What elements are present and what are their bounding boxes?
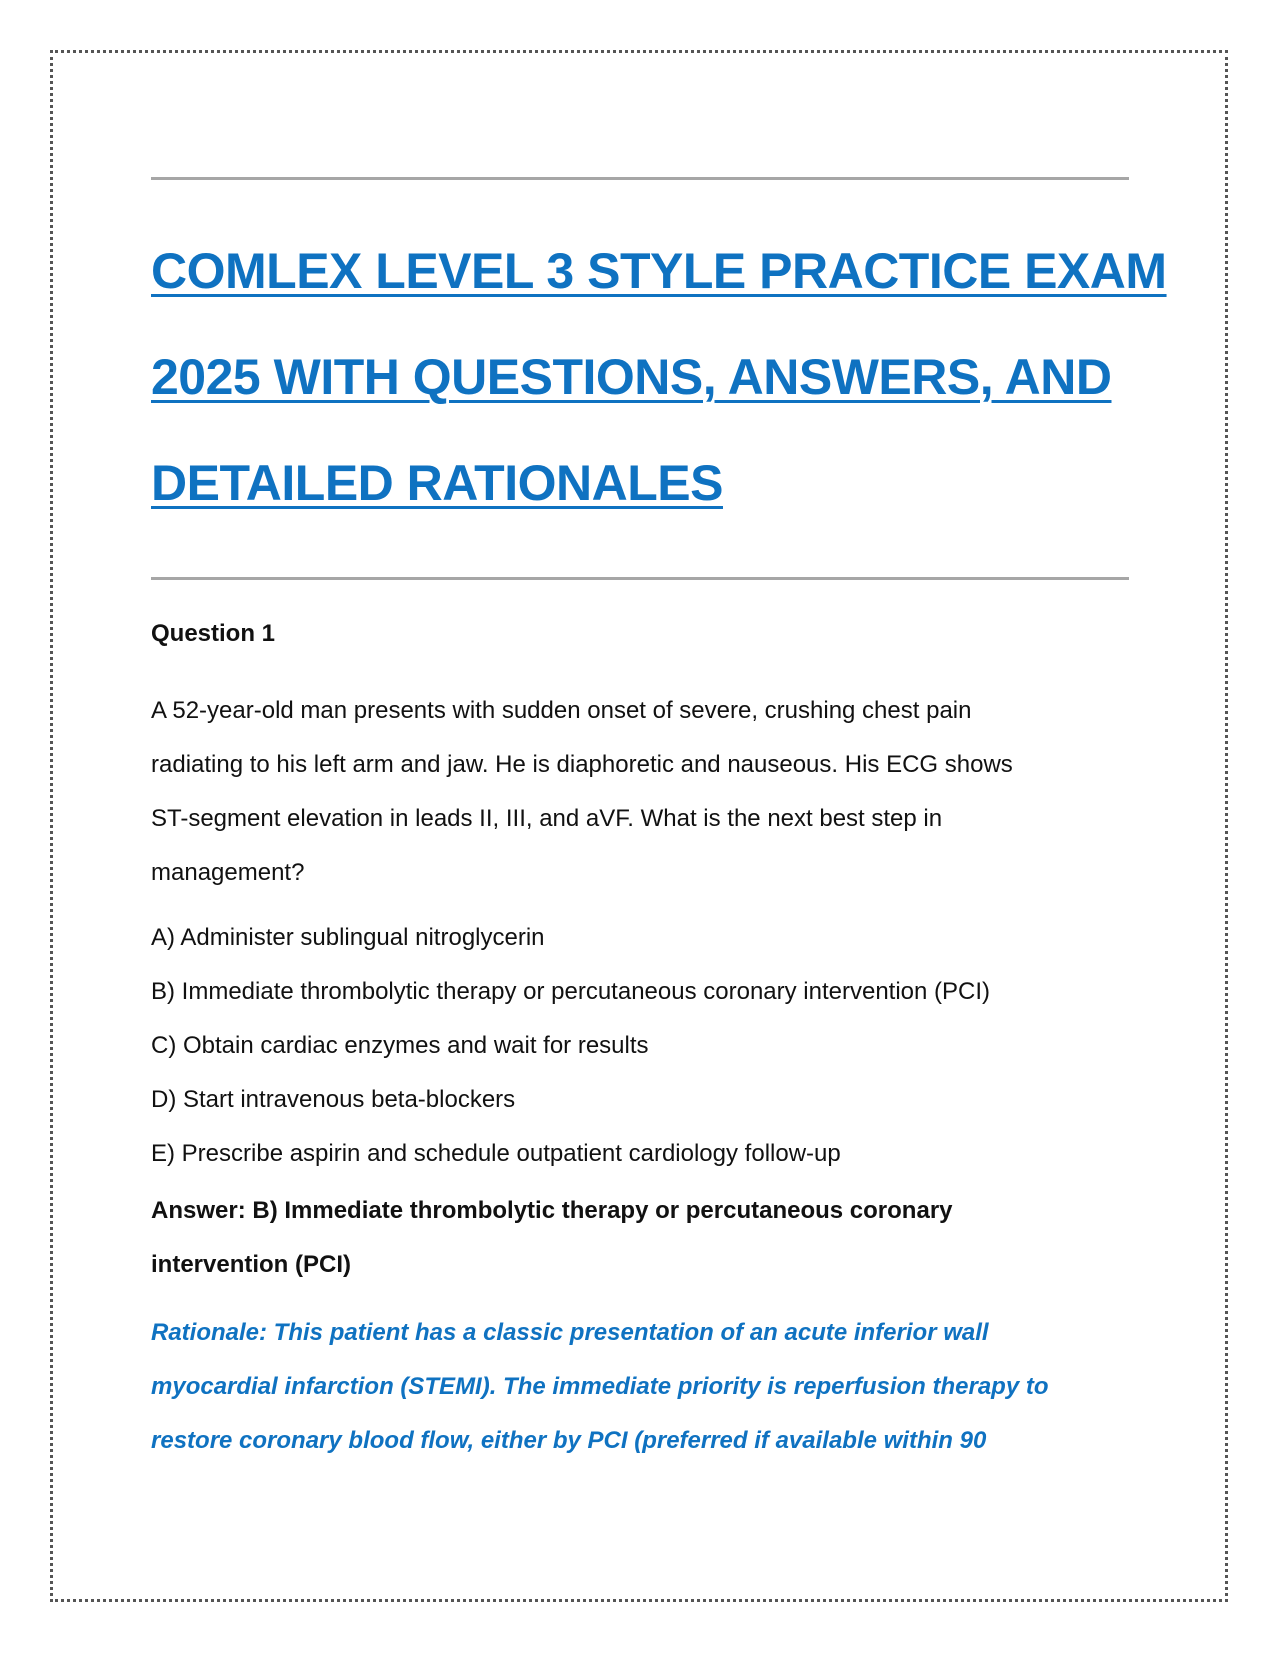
option-a: A) Administer sublingual nitroglycerin xyxy=(151,924,545,951)
stem-line: ST-segment elevation in leads II, III, and aVF. What is the next best step in xyxy=(151,805,943,832)
stem-line: A 52-year-old man presents with sudden onset of severe, crushing chest pain xyxy=(151,697,972,724)
document-title xyxy=(151,218,1167,536)
title-line: COMLEX LEVEL 3 STYLE PRACTICE EXAM xyxy=(151,243,1167,299)
option-c: C) Obtain cardiac enzymes and wait for results xyxy=(151,1032,649,1059)
option-e: E) Prescribe aspirin and schedule outpatient cardiology follow-up xyxy=(151,1140,841,1167)
answer-line: intervention (PCI) xyxy=(151,1251,352,1278)
stem-line: management? xyxy=(151,859,305,886)
rationale-line: myocardial infarction (STEMI). The immediate priority is reperfusion therapy to xyxy=(151,1373,1049,1400)
stem-line: radiating to his left arm and jaw. He is diaphoretic and nauseous. His ECG shows xyxy=(151,751,1013,778)
rationale-line: restore coronary blood flow, either by PCI (preferred if available within 90 xyxy=(151,1427,987,1454)
question-stem xyxy=(151,684,1129,900)
option-b: B) Immediate thrombolytic therapy or percutaneous coronary intervention (PCI) xyxy=(151,978,991,1005)
answer-options xyxy=(151,911,990,1181)
top-divider xyxy=(151,177,1129,180)
bottom-divider xyxy=(151,577,1129,580)
answer-line: Answer: B) Immediate thrombolytic therapy or percutaneous coronary xyxy=(151,1197,953,1224)
rationale-line: Rationale: This patient has a classic presentation of an acute inferior wall xyxy=(151,1319,989,1346)
rationale-text xyxy=(151,1306,1141,1468)
title-line: 2025 WITH QUESTIONS, ANSWERS, AND xyxy=(151,349,1112,405)
question-label: Question 1 xyxy=(151,620,276,647)
title-line: DETAILED RATIONALES xyxy=(151,455,723,511)
answer-text xyxy=(151,1184,1129,1292)
option-d: D) Start intravenous beta-blockers xyxy=(151,1086,516,1113)
